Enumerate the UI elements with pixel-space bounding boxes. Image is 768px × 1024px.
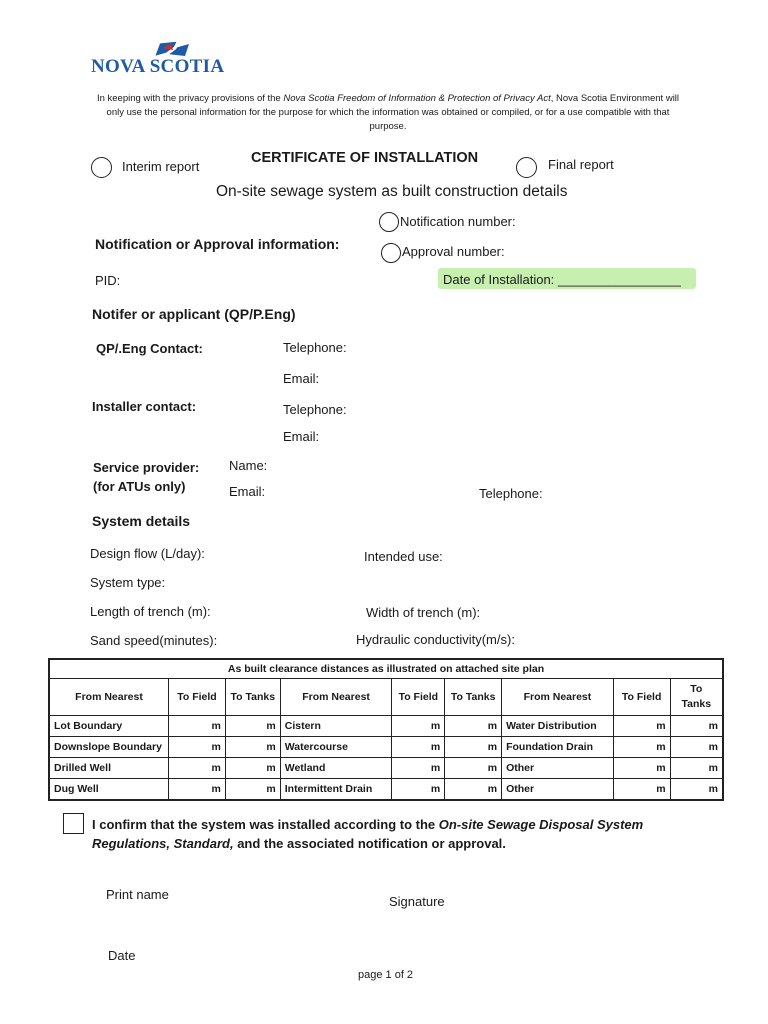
col-header: From Nearest bbox=[49, 679, 169, 716]
system-details-heading: System details bbox=[92, 513, 191, 529]
approval-number-radio[interactable] bbox=[381, 243, 401, 263]
field-distance-cell[interactable]: m bbox=[169, 779, 226, 801]
interim-report-label: Interim report bbox=[122, 159, 200, 174]
field-distance-cell[interactable]: m bbox=[169, 758, 226, 779]
length-trench-label: Length of trench (m): bbox=[90, 604, 211, 619]
row-label: Watercourse bbox=[280, 737, 392, 758]
col-header: To Tanks bbox=[670, 679, 723, 716]
col-header: To Field bbox=[169, 679, 226, 716]
field-distance-cell[interactable]: m bbox=[392, 779, 445, 801]
nova-scotia-logo bbox=[90, 38, 230, 80]
table-row bbox=[49, 716, 723, 737]
logo-text: NOVA SCOTIA bbox=[91, 56, 225, 77]
tank-distance-cell[interactable]: m bbox=[225, 779, 280, 801]
row-label: Dug Well bbox=[49, 779, 169, 801]
qp-telephone-label: Telephone: bbox=[283, 340, 347, 355]
intended-use-label: Intended use: bbox=[364, 549, 443, 564]
field-distance-cell[interactable]: m bbox=[392, 758, 445, 779]
tank-distance-cell[interactable]: m bbox=[225, 716, 280, 737]
tank-distance-cell[interactable]: m bbox=[445, 716, 502, 737]
width-trench-label: Width of trench (m): bbox=[366, 605, 481, 620]
interim-report-radio[interactable] bbox=[91, 157, 112, 178]
table-row bbox=[49, 779, 723, 801]
col-header: To Field bbox=[392, 679, 445, 716]
notification-number-label: Notification number: bbox=[400, 214, 516, 229]
notifier-heading: Notifer or applicant (QP/P.Eng) bbox=[92, 306, 296, 322]
col-header: To Tanks bbox=[445, 679, 502, 716]
notification-number-radio[interactable] bbox=[379, 212, 399, 232]
certificate-title: CERTIFICATE OF INSTALLATION bbox=[251, 150, 479, 166]
tank-distance-cell[interactable]: m bbox=[670, 779, 723, 801]
field-distance-cell[interactable]: m bbox=[392, 716, 445, 737]
sand-speed-label: Sand speed(minutes): bbox=[90, 633, 218, 648]
installer-email-label: Email: bbox=[283, 429, 320, 444]
print-name-label: Print name bbox=[106, 887, 169, 902]
field-distance-cell[interactable]: m bbox=[392, 737, 445, 758]
service-provider-label: Service provider: bbox=[93, 460, 200, 475]
field-distance-cell[interactable]: m bbox=[613, 716, 670, 737]
table-caption: As built clearance distances as illustrated on attached site plan bbox=[49, 659, 723, 679]
row-label: Other bbox=[502, 758, 614, 779]
pid-label: PID: bbox=[95, 273, 121, 288]
table-header-row bbox=[49, 679, 723, 716]
row-label: Drilled Well bbox=[49, 758, 169, 779]
service-provider-telephone-label: Telephone: bbox=[479, 486, 543, 501]
col-header: To Field bbox=[613, 679, 670, 716]
row-label: Downslope Boundary bbox=[49, 737, 169, 758]
confirm-statement: I confirm that the system was installed according to the On-site Sewage Disposal System Regulations, Standard, and the associated notification or approval. bbox=[92, 817, 644, 851]
service-provider-name-label: Name: bbox=[229, 458, 268, 473]
system-type-label: System type: bbox=[90, 575, 166, 590]
row-label: Lot Boundary bbox=[49, 716, 169, 737]
row-label: Intermittent Drain bbox=[280, 779, 392, 801]
row-label: Cistern bbox=[280, 716, 392, 737]
final-report-radio[interactable] bbox=[516, 157, 537, 178]
row-label: Water Distribution bbox=[502, 716, 614, 737]
installer-contact-label: Installer contact: bbox=[92, 399, 197, 414]
tank-distance-cell[interactable]: m bbox=[445, 758, 502, 779]
tank-distance-cell[interactable]: m bbox=[225, 737, 280, 758]
qp-contact-label: QP/.Eng Contact: bbox=[96, 341, 203, 356]
hydraulic-conductivity-label: Hydraulic conductivity(m/s): bbox=[356, 632, 515, 647]
tank-distance-cell[interactable]: m bbox=[445, 737, 502, 758]
tank-distance-cell[interactable]: m bbox=[225, 758, 280, 779]
col-header: To Tanks bbox=[225, 679, 280, 716]
tank-distance-cell[interactable]: m bbox=[445, 779, 502, 801]
tank-distance-cell[interactable]: m bbox=[670, 758, 723, 779]
col-header: From Nearest bbox=[280, 679, 392, 716]
field-distance-cell[interactable]: m bbox=[169, 737, 226, 758]
field-distance-cell[interactable]: m bbox=[169, 716, 226, 737]
field-distance-cell[interactable]: m bbox=[613, 758, 670, 779]
notification-heading: Notification or Approval information: bbox=[95, 236, 340, 252]
approval-number-label: Approval number: bbox=[402, 244, 505, 259]
col-header: From Nearest bbox=[502, 679, 614, 716]
date-of-installation-field[interactable]: Date of Installation: _________________ bbox=[443, 272, 681, 287]
qp-email-label: Email: bbox=[283, 371, 320, 386]
table-row bbox=[49, 758, 723, 779]
service-provider-note: (for ATUs only) bbox=[93, 479, 186, 494]
table-row bbox=[49, 737, 723, 758]
row-label: Foundation Drain bbox=[502, 737, 614, 758]
date-label: Date bbox=[108, 948, 136, 963]
clearance-distance-table bbox=[48, 658, 724, 801]
signature-label: Signature bbox=[389, 894, 445, 909]
field-distance-cell[interactable]: m bbox=[613, 779, 670, 801]
final-report-label: Final report bbox=[548, 157, 614, 172]
row-label: Wetland bbox=[280, 758, 392, 779]
page-number: page 1 of 2 bbox=[358, 969, 414, 981]
design-flow-label: Design flow (L/day): bbox=[90, 546, 205, 561]
installer-telephone-label: Telephone: bbox=[283, 402, 347, 417]
confirm-checkbox[interactable] bbox=[63, 813, 84, 834]
field-distance-cell[interactable]: m bbox=[613, 737, 670, 758]
tank-distance-cell[interactable]: m bbox=[670, 716, 723, 737]
privacy-notice: In keeping with the privacy provisions of the Nova Scotia Freedom of Information & Protection of Privacy Act, Nova Scotia Environment will only use the personal information for the purpose for which the information was obtained or compiled, or for a use compatible with that purpose. bbox=[96, 93, 680, 132]
row-label: Other bbox=[502, 779, 614, 801]
service-provider-email-label: Email: bbox=[229, 484, 266, 499]
subtitle: On-site sewage system as built construction details bbox=[216, 183, 568, 200]
tank-distance-cell[interactable]: m bbox=[670, 737, 723, 758]
